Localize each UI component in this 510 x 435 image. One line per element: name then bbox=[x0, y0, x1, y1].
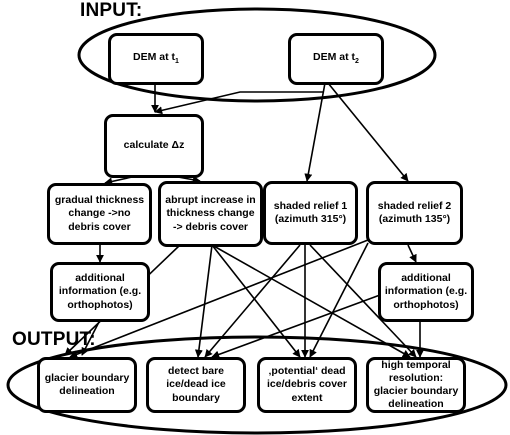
dem-t1-label: DEM at t bbox=[133, 51, 176, 64]
additional-info-left-label: additional information (e.g. orthophotos) bbox=[58, 272, 142, 311]
calculate-dz-node bbox=[104, 114, 204, 178]
output-bare-ice-label: detect bare ice/dead ice boundary bbox=[166, 365, 226, 404]
additional-info-right-label: additional information (e.g. orthophotos) bbox=[384, 272, 468, 311]
dem-t1-node bbox=[108, 33, 204, 85]
input-heading: INPUT: bbox=[80, 0, 143, 21]
shaded-relief-2-label: shaded relief 2 (azimuth 135°) bbox=[377, 199, 452, 225]
additional-info-right-node bbox=[378, 262, 474, 322]
gradual-change-node bbox=[47, 183, 152, 245]
output-high-resolution-label: high temporal resolution: glacier boundary delineation bbox=[373, 358, 459, 411]
edge-shaded1-bare bbox=[205, 245, 300, 357]
edge-abrupt-bare bbox=[198, 245, 212, 357]
additional-info-left-node bbox=[50, 262, 150, 322]
abrupt-increase-node bbox=[158, 181, 263, 247]
shaded-relief-1-label: shaded relief 1 (azimuth 315°) bbox=[273, 199, 348, 225]
output-potential-dead-ice-node bbox=[257, 357, 357, 413]
edge-shaded2-info bbox=[408, 245, 416, 262]
output-high-resolution-node bbox=[366, 357, 466, 413]
dem-t1-subscript: 1 bbox=[175, 58, 179, 66]
dem-t2-label: DEM at t bbox=[313, 51, 356, 64]
output-glacier-boundary-node bbox=[37, 357, 137, 413]
edge-dem2-shaded2 bbox=[328, 83, 408, 181]
abrupt-increase-label: abrupt increase in thickness change -> debris cover bbox=[165, 194, 256, 233]
shaded-relief-2-node bbox=[366, 181, 463, 245]
output-glacier-boundary-label: glacier boundary delineation bbox=[44, 371, 130, 397]
output-bare-ice-node bbox=[146, 357, 246, 413]
output-potential-dead-ice-label: ‚potential‘ dead ice/debris cover extent bbox=[267, 365, 347, 404]
calculate-dz-label: calculate Δz bbox=[123, 139, 185, 152]
output-heading: OUTPUT: bbox=[12, 329, 96, 350]
dem-t2-subscript: 2 bbox=[355, 58, 359, 66]
shaded-relief-1-node bbox=[263, 181, 358, 245]
gradual-change-label: gradual thickness change ->no debris cover bbox=[54, 194, 145, 233]
dem-t2-node bbox=[288, 33, 384, 85]
